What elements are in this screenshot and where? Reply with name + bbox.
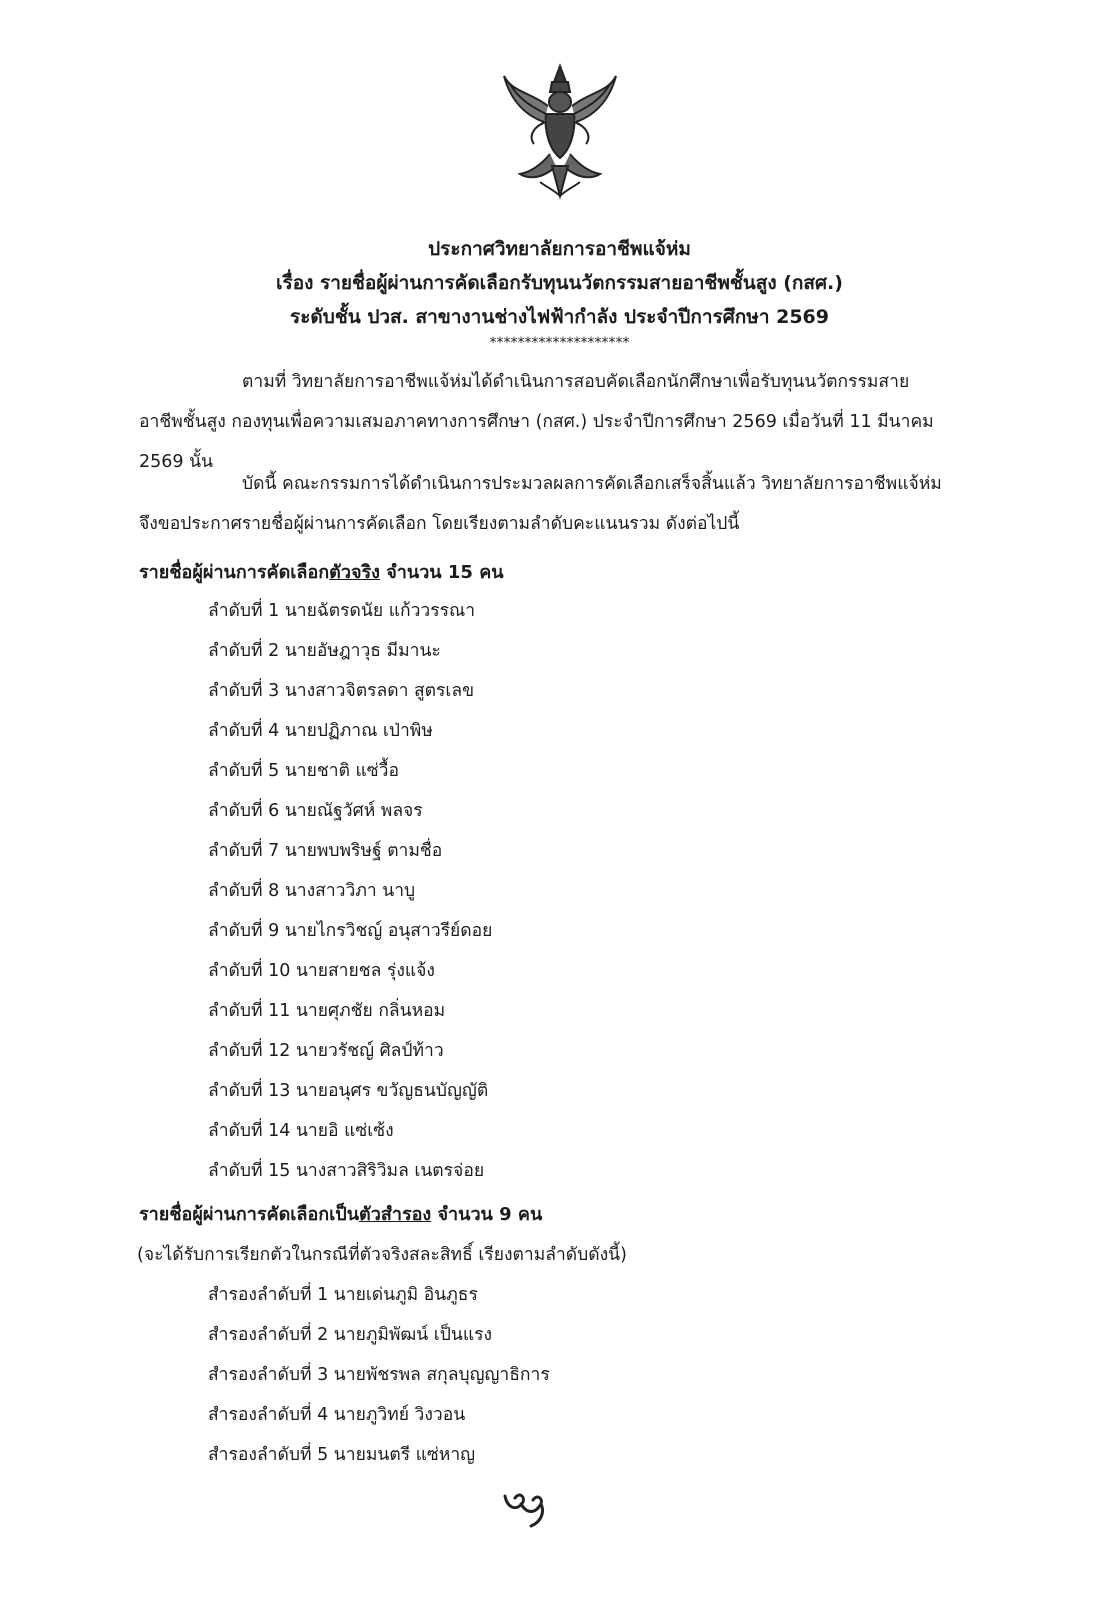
reserve-list: [208, 1275, 550, 1475]
list-item: ลำดับที่ 14 นายอิ แซ่เซ้ง: [208, 1121, 394, 1141]
reserve-note: (จะได้รับการเรียกตัวในกรณีที่ตัวจริงสละสิทธิ์ เรียงตามลำดับดังนี้): [137, 1245, 627, 1265]
list-item: ลำดับที่ 11 นายศุภชัย กลิ่นหอม: [208, 1001, 446, 1021]
list-item: สำรองลำดับที่ 3 นายพัชรพล สกุลบุญญาธิการ: [208, 1365, 550, 1385]
paragraph-line: ตามที่ วิทยาลัยการอาชีพแจ้ห่มได้ดำเนินการสอบคัดเลือกนักศึกษาเพื่อรับทุนนวัตกรรมสาย: [242, 372, 910, 392]
list-item: ลำดับที่ 8 นางสาววิภา นาบู: [208, 881, 416, 901]
reserve-section-heading: [139, 1195, 542, 1235]
list-item: ลำดับที่ 10 นายสายชล รุ่งแจ้ง: [208, 961, 435, 981]
announcement-title: ประกาศวิทยาลัยการอาชีพแจ้ห่ม: [428, 238, 691, 260]
list-item: สำรองลำดับที่ 4 นายภูวิทย์ วิงวอน: [208, 1405, 466, 1425]
list-item: ลำดับที่ 15 นางสาวสิริวิมล เนตรจ่อย: [208, 1161, 485, 1181]
list-item: ลำดับที่ 7 นายพบพริษฐ์ ตามชื่อ: [208, 841, 443, 861]
section-heading-prefix: รายชื่อผู้ผ่านการคัดเลือกเป็น: [139, 1204, 360, 1225]
announcement-header: [0, 232, 1119, 356]
main-list: [208, 591, 492, 1191]
garuda-emblem-icon: [500, 62, 620, 200]
paragraph-line: 2569 นั้น: [139, 452, 214, 472]
section-heading-underlined: ตัวสำรอง: [359, 1204, 432, 1225]
section-heading-suffix: จำนวน 9 คน: [431, 1204, 543, 1225]
list-item: สำรองลำดับที่ 2 นายภูมิพัฒน์ เป็นแรง: [208, 1325, 493, 1345]
handwritten-page-mark-icon: [497, 1474, 557, 1534]
list-item: ลำดับที่ 13 นายอนุศร ขวัญธนบัญญัติ: [208, 1081, 489, 1101]
list-item: ลำดับที่ 9 นายไกรวิชญ์ อนุสาวรีย์ดอย: [208, 921, 493, 941]
section-heading-underlined: ตัวจริง: [329, 562, 380, 583]
paragraph-line: จึงขอประกาศรายชื่อผู้ผ่านการคัดเลือก โดยเรียงตามลำดับคะแนนรวม ดังต่อไปนี้: [139, 514, 740, 534]
main-section-heading: [139, 553, 504, 593]
announcement-level: ระดับชั้น ปวส. สาขางานช่างไฟฟ้ากำลัง ประจำปีการศึกษา 2569: [290, 306, 829, 328]
list-item: ลำดับที่ 4 นายปฏิภาณ เป่าพิษ: [208, 721, 433, 741]
section-heading-prefix: รายชื่อผู้ผ่านการคัดเลือก: [139, 562, 330, 583]
list-item: ลำดับที่ 2 นายอัษฎาวุธ มีมานะ: [208, 641, 441, 661]
list-item: ลำดับที่ 1 นายฉัตรดนัย แก้ววรรณา: [208, 601, 476, 621]
section-heading-suffix: จำนวน 15 คน: [379, 562, 504, 583]
list-item: สำรองลำดับที่ 1 นายเด่นภูมิ อินภูธร: [208, 1285, 478, 1305]
paragraph-announcement: [139, 464, 999, 544]
paragraph-line: อาชีพชั้นสูง กองทุนเพื่อความเสมอภาคทางการศึกษา (กสศ.) ประจำปีการศึกษา 2569 เมื่อวันที่ 11 มีนาคม: [139, 412, 934, 432]
list-item: ลำดับที่ 6 นายณัฐวัศห์ พลจร: [208, 801, 423, 821]
paragraph-line: บัดนี้ คณะกรรมการได้ดำเนินการประมวลผลการคัดเลือกเสร็จสิ้นแล้ว วิทยาลัยการอาชีพแจ้ห่ม: [242, 474, 942, 494]
list-item: ลำดับที่ 3 นางสาวจิตรลดา สูตรเลข: [208, 681, 475, 701]
announcement-subject: เรื่อง รายชื่อผู้ผ่านการคัดเลือกรับทุนนวัตกรรมสายอาชีพชั้นสูง (กสศ.): [276, 272, 843, 294]
list-item: ลำดับที่ 5 นายชาติ แซ่วื้อ: [208, 761, 399, 781]
list-item: สำรองลำดับที่ 5 นายมนตรี แซ่หาญ: [208, 1445, 476, 1465]
list-item: ลำดับที่ 12 นายวรัชญ์ ศิลป์ท้าว: [208, 1041, 444, 1061]
header-divider-stars: ********************: [489, 335, 630, 351]
